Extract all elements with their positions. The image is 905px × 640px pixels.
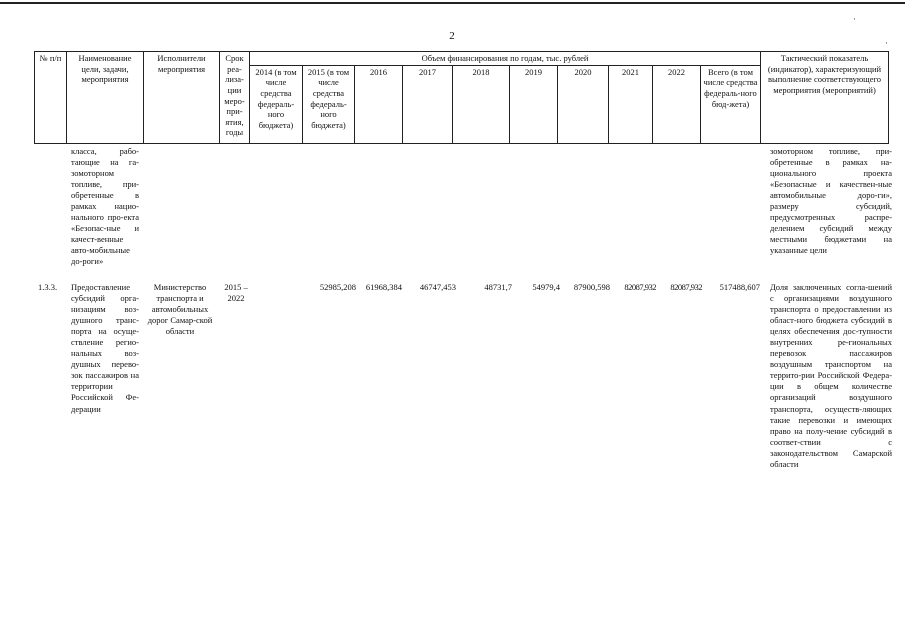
value-2018: 48731,7 [484, 282, 512, 292]
top-border-line [0, 2, 905, 4]
header-year-2015: 2015 (в том числе средства федераль-ного бюджета) [303, 65, 355, 143]
funding-table-header [34, 51, 889, 144]
row-number: 1.3.3. [38, 282, 58, 292]
row-term: 2015 – 2022 [224, 282, 248, 304]
row-name: Предоставление субсидий орга-низациям воз-душного транс-порта на осуще-ствление регио-нальных воз-душных перево-зок пассажиров на территории Российской Фе-дерации [71, 282, 139, 414]
header-no: № п/п [35, 52, 67, 144]
scan-speck: · [853, 14, 856, 24]
row-executor: Министерство транспорта и автомобильных дорог Самар-ской области [147, 282, 213, 337]
value-total: 517488,607 [719, 282, 760, 292]
continued-name-text: класса, рабо-тающие на га-зомоторном топливе, при-обретенные в рамках нацио-нального про-екта «Безопас-ные и качест-венные авто-мобильные до-роги» [71, 146, 139, 267]
page-number: 2 [449, 30, 455, 42]
value-2016: 61968,384 [365, 282, 402, 292]
header-year-2016: 2016 [355, 65, 403, 143]
header-year-2019: 2019 [510, 65, 558, 143]
header-year-2014: 2014 (в том числе средства федераль-ного бюджета) [250, 65, 303, 143]
header-funding-group: Объем финансирования по годам, тыс. рублей [250, 52, 761, 66]
header-term: Срок реа-лиза-ции меро-при-ятия, годы [220, 52, 250, 144]
header-indicator: Тактический показатель (индикатор), характеризующий выполнение соответствующего мероприятия (мероприятий) [761, 52, 889, 144]
header-year-2018: 2018 [453, 65, 510, 143]
continued-indicator-text: зомоторном топливе, при-обретенные в рамках на-ционального проекта «Безопасные и качествен-ные автомобильные доро-ги», размеру субсидий, предусмотренных распре-делением субсидий между местными бюджетами на указанные цели [770, 146, 892, 256]
value-2022: 82087,932 [670, 282, 702, 292]
header-total: Всего (в том числе средства федераль-ного бюд-жета) [701, 65, 761, 143]
header-year-2021: 2021 [609, 65, 653, 143]
header-year-2022: 2022 [653, 65, 701, 143]
value-2015: 52985,208 [319, 282, 356, 292]
row-indicator: Доля заключенных согла-шений с организациями воздушного транспорта о предоставлении из област-ного бюджета субсидий в целях обеспечения дос-тупности внутренних ре-гиональных перевозок пассажиров воздушным транспортом на террито-рии Российской Федера-ции в общем количестве организаций воздушного транспорта, осуществ-ляющих такие перевозки и имеющих право на полу-чение субсидий в соответ-ствии с законодательством Самарской области [770, 282, 892, 469]
header-year-2020: 2020 [558, 65, 609, 143]
value-2020: 87900,598 [573, 282, 610, 292]
scan-speck: · [885, 38, 888, 48]
header-name: Наименование цели, задачи, мероприятия [67, 52, 144, 144]
value-2017: 46747,453 [419, 282, 456, 292]
value-2019: 54979,4 [532, 282, 560, 292]
header-executor: Исполнители мероприятия [144, 52, 220, 144]
value-2021: 82087,932 [624, 282, 656, 292]
header-year-2017: 2017 [403, 65, 453, 143]
